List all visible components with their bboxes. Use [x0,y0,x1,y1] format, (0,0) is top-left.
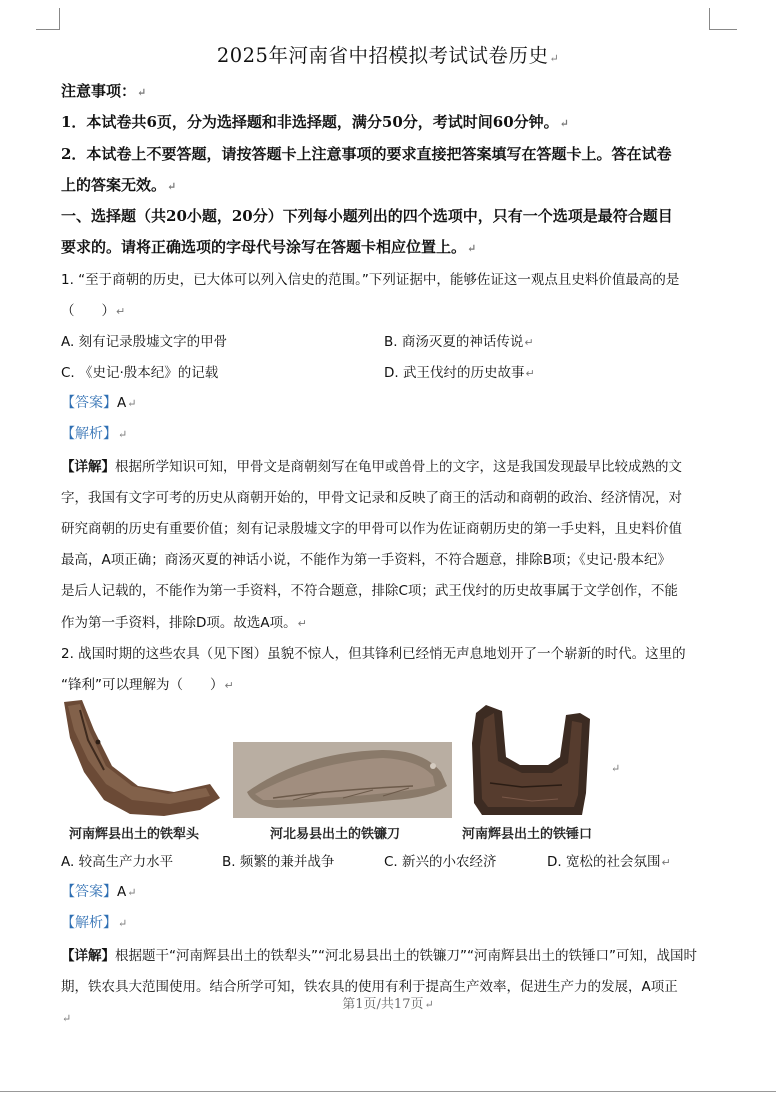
notice-item-1: 1．本试卷共6页，分为选择题和非选择题，满分50分，考试时间60分钟。↵ [61,113,569,131]
q1-stem: 1. “至于商朝的历史，已大体可以列入信史的范围。”下列证据中，能够佐证这一观点且史料价值最高的是 [61,272,680,288]
q2-option-c: C. 新兴的小农经济 [384,854,497,870]
q1-stem-cont: （ ）↵ [61,303,126,319]
page-corner-mark [709,29,737,30]
q1-detail-line: 最高，A项正确；商汤灭夏的神话小说，不能作为第一手资料，不符合题意，排除B项；《史记·殷本纪》 [61,552,672,568]
q1-answer: 【答案】A↵ [61,395,137,411]
iron-plowshare-image [60,700,222,822]
q1-detail-line: 作为第一手资料，排除D项。故选A项。↵ [61,615,307,631]
q1-analysis-label: 【解析】↵ [61,426,128,442]
q1-option-d: D. 武王伐纣的历史故事↵ [384,365,535,381]
q1-detail-line: 是后人记载的，不能作为第一手资料，不符合题意，排除C项；武王伐纣的历史故事属于文学创作，不能 [61,583,678,599]
section-heading: 一、选择题（共20小题，20分）下列每小题列出的四个选项中，只有一个选项是最符合题目 [61,207,673,225]
iron-sickle-image [233,742,452,818]
q2-answer: 【答案】A↵ [61,884,137,900]
image-caption-hammer: 河南辉县出土的铁锤口 [462,827,593,842]
q1-option-a: A. 刻有记录殷墟文字的甲骨 [61,334,228,350]
q2-detail-line: 【详解】根据题干“河南辉县出土的铁犁头”“河北易县出土的铁镰刀”“河南辉县出土的铁锤口”可知，战国时 [61,948,697,964]
page-bottom-edge [0,1091,776,1092]
page-corner-mark [36,29,60,30]
image-caption-plowshare: 河南辉县出土的铁犁头 [69,827,200,842]
iron-hammer-head-image [462,703,604,818]
q2-option-a: A. 较高生产力水平 [61,854,174,870]
page-corner-mark [59,8,60,30]
q1-option-c: C. 《史记·殷本纪》的记载 [61,365,219,381]
q2-stem: 2. 战国时期的这些农具（见下图）虽貌不惊人，但其锋利已经悄无声息地划开了一个崭新的时代。这里的 [61,646,686,662]
page-footer: 第1页/共17页↵ [342,997,434,1012]
q1-detail-line: 【详解】根据所学知识可知，甲骨文是商朝刻写在龟甲或兽骨上的文字，这是我国发现最早比较成熟的文 [61,459,682,475]
q2-detail-line: 期，铁农具大范围使用。结合所学可知，铁农具的使用有利于提高生产效率，促进生产力的发展，A项正 [61,979,678,995]
q1-detail-line: 字，我国有文字可考的历史从商朝开始的，甲骨文记录和反映了商王的活动和商朝的政治、经济情况，对 [61,490,682,506]
q2-stem-cont: “锋利”可以理解为（ ）↵ [61,677,234,693]
q1-option-b: B. 商汤灭夏的神话传说↵ [384,334,534,350]
q2-option-b: B. 频繁的兼并战争 [222,854,335,870]
section-heading-cont: 要求的。请将正确选项的字母代号涂写在答题卡相应位置上。↵ [61,238,477,256]
image-caption-sickle: 河北易县出土的铁镰刀 [270,827,401,842]
paragraph-mark: ↵ [611,762,621,775]
notice-item-2-cont: 上的答案无效。↵ [61,176,177,194]
page-corner-mark [709,8,710,30]
q2-analysis-label: 【解析】↵ [61,915,128,931]
notice-item-2: 2．本试卷上不要答题，请按答题卡上注意事项的要求直接把答案填写在答题卡上。答在试卷 [61,145,672,163]
page-title: 2025年河南省中招模拟考试试卷历史↵ [216,44,560,67]
paragraph-mark: ↵ [62,1012,72,1025]
q1-detail-line: 研究商朝的历史有重要价值；刻有记录殷墟文字的甲骨可以作为佐证商朝历史的第一手史料，且史料价值 [61,521,682,537]
q2-option-d: D. 宽松的社会氛围↵ [547,854,671,870]
notice-heading: 注意事项：↵ [61,82,147,100]
